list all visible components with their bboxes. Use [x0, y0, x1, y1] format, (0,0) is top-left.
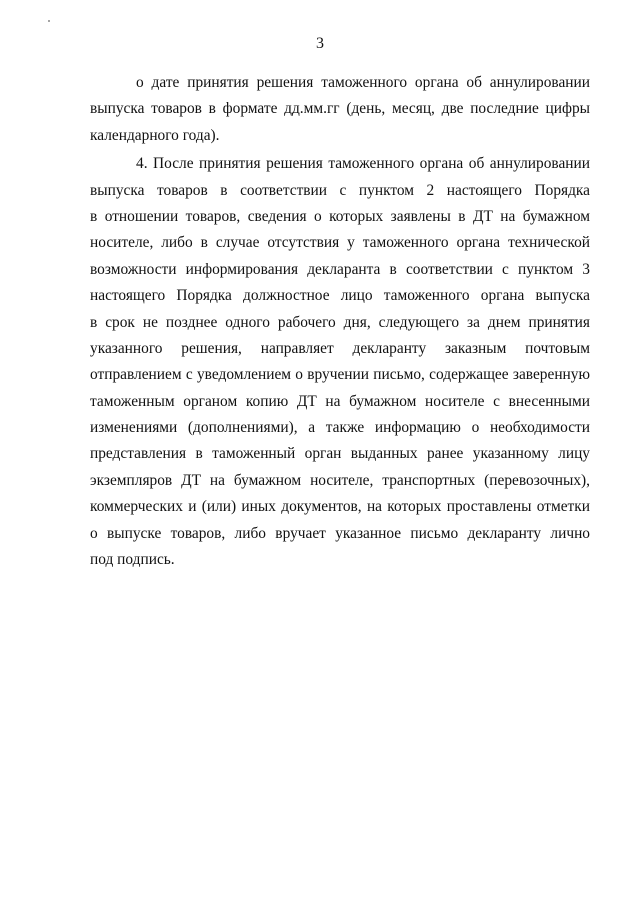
- text-line: о выпуске товаров, либо вручает указанное письмо декларанту лично: [90, 524, 590, 542]
- text-line: выпуска товаров в соответствии с пунктом 2 настоящего Порядка: [90, 181, 590, 199]
- paragraph-continuation: [90, 70, 590, 149]
- text-line: 4. После принятия решения таможенного органа об аннулировании: [136, 155, 590, 173]
- text-line: в срок не позднее одного рабочего дня, следующего за днем принятия: [90, 313, 590, 331]
- text-line: под подпись.: [90, 551, 175, 569]
- page-number: 3: [316, 35, 324, 52]
- text-line: изменениями (дополнениями), а также информацию о необходимости: [90, 419, 590, 437]
- text-line: в отношении товаров, сведения о которых заявлены в ДТ на бумажном: [90, 207, 590, 225]
- document-body: [90, 70, 590, 573]
- text-line: коммерческих и (или) иных документов, на которых проставлены отметки: [90, 498, 590, 516]
- text-line: календарного года).: [90, 126, 220, 144]
- paragraph-item-4: [90, 151, 590, 573]
- text-line: возможности информирования декларанта в соответствии с пунктом 3: [90, 260, 590, 278]
- text-line: экземпляров ДТ на бумажном носителе, транспортных (перевозочных),: [90, 471, 590, 489]
- text-line: носителе, либо в случае отсутствия у таможенного органа технической: [90, 234, 590, 252]
- text-line: представления в таможенный орган выданных ранее указанному лицу: [90, 445, 590, 463]
- scan-speck: [48, 20, 50, 22]
- text-line: отправлением с уведомлением о вручении письмо, содержащее заверенную: [90, 366, 590, 384]
- text-line: о дате принятия решения таможенного органа об аннулировании: [136, 74, 590, 91]
- text-line: таможенным органом копию ДТ на бумажном носителе с внесенными: [90, 392, 590, 410]
- text-line: выпуска товаров в формате дд.мм.гг (день, месяц, две последние цифры: [90, 100, 590, 118]
- text-line: указанного решения, направляет декларанту заказным почтовым: [90, 339, 590, 357]
- text-line: настоящего Порядка должностное лицо таможенного органа выпуска: [90, 287, 590, 305]
